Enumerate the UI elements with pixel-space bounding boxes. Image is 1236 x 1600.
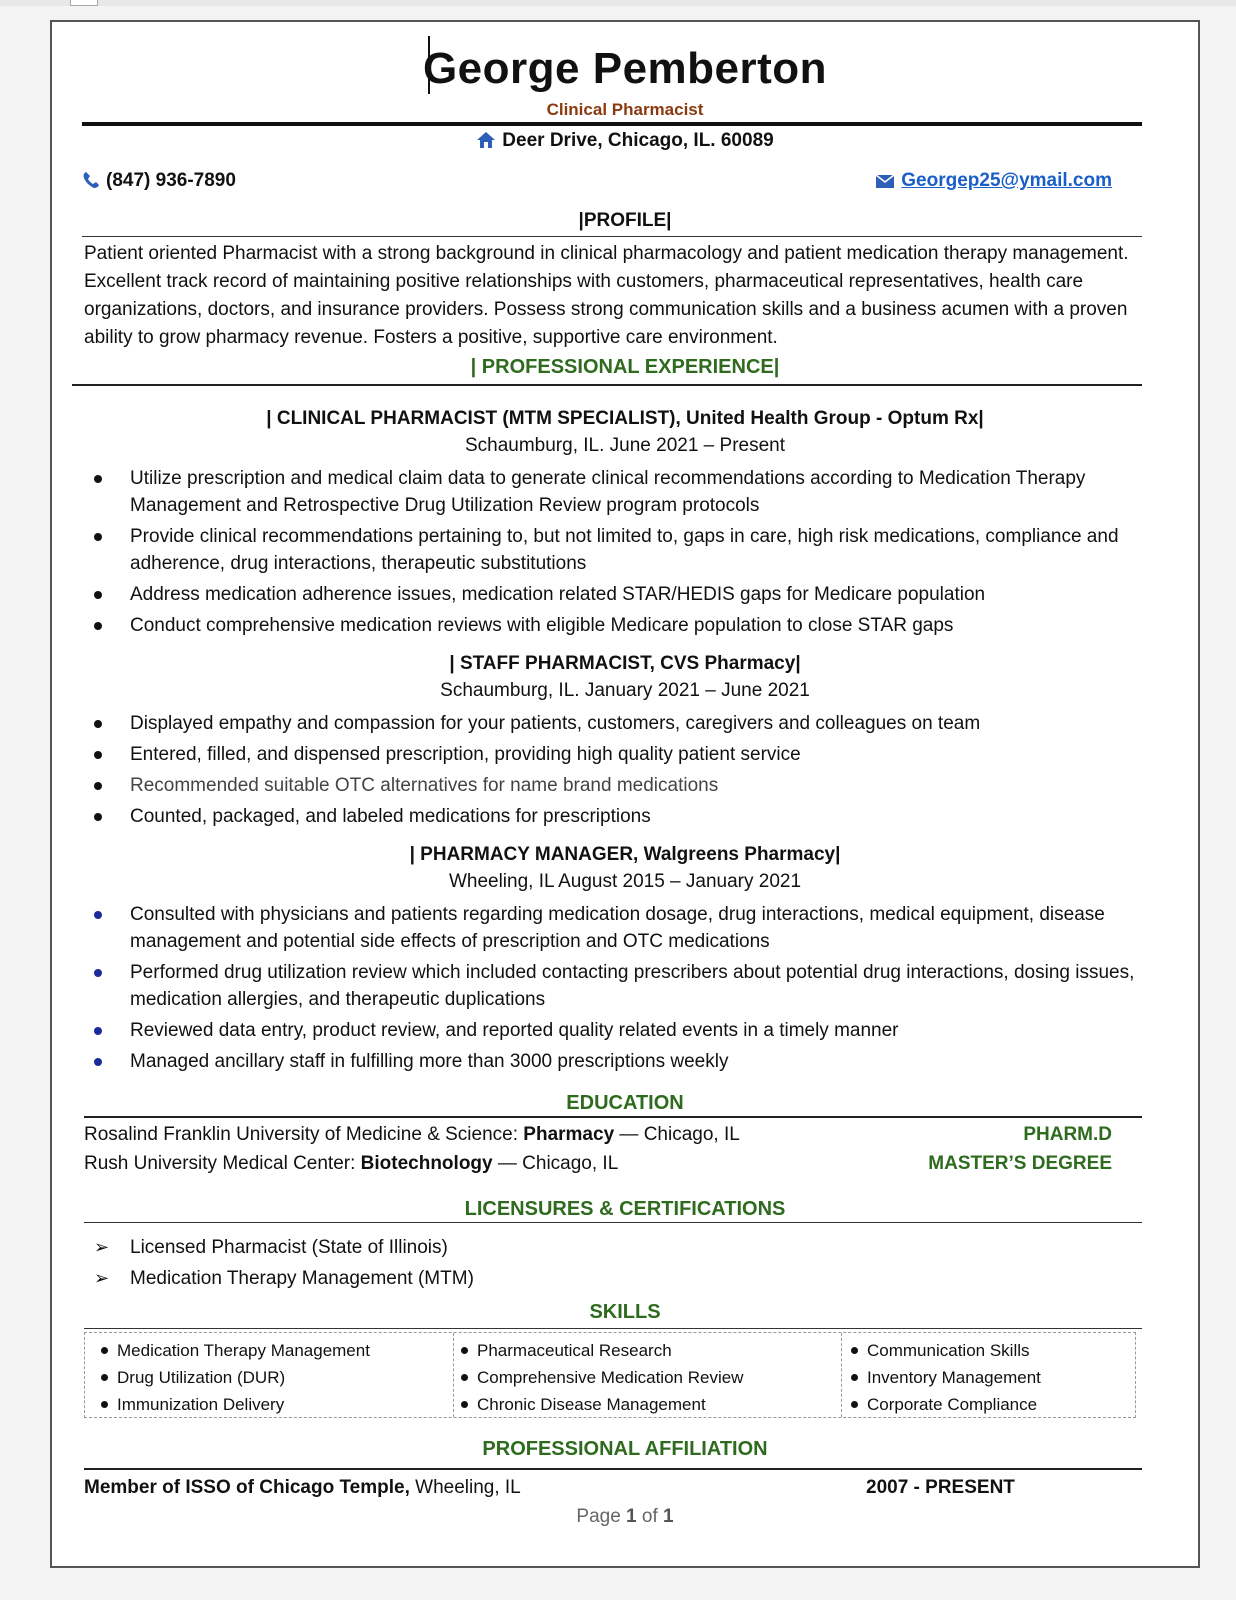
job-bullets [82, 465, 1162, 643]
phone-text: (847) 936-7890 [106, 170, 236, 191]
licensures-heading: LICENSURES & CERTIFICATIONS [464, 1198, 786, 1220]
arrow-bullet-icon: ➢ [94, 1268, 110, 1288]
job-location-dates: Schaumburg, IL. June 2021 – Present [464, 435, 786, 456]
email-line[interactable] [875, 170, 1112, 195]
resume-page [50, 20, 1200, 1568]
skill-item[interactable]: Chronic Disease Management [459, 1391, 743, 1418]
list-item[interactable]: Performed drug utilization review which included contacting prescribers about potential drug interactions, dosing issues, medication allergies, and therapeutic duplications [82, 959, 1162, 1013]
list-item[interactable]: Consulted with physicians and patients regarding medication dosage, drug interactions, medical equipment, disease management and potential side effects of prescription and OTC medications [82, 901, 1162, 955]
skill-item[interactable]: Medication Therapy Management [99, 1337, 370, 1364]
affiliation-dates: 2007 - PRESENT [866, 1477, 1015, 1498]
skill-item[interactable]: Drug Utilization (DUR) [99, 1364, 370, 1391]
phone-line[interactable] [82, 170, 236, 195]
window-top-strip [0, 0, 1236, 6]
bullet-dot [94, 720, 102, 728]
affiliation-entry[interactable]: Member of ISSO of Chicago Temple, Wheeling, IL [84, 1477, 521, 1498]
bullet-dot [94, 591, 102, 599]
phone-icon [82, 171, 100, 195]
bullet-dot [94, 533, 102, 541]
list-item[interactable]: Entered, filled, and dispensed prescription, providing high quality patient service [82, 741, 1162, 768]
degree-label: PHARM.D [1023, 1124, 1112, 1145]
page-number: Page 1 of 1 [576, 1506, 674, 1527]
list-item[interactable]: ➢ Medication Therapy Management (MTM) [82, 1263, 474, 1294]
column-divider [453, 1333, 454, 1417]
home-icon [476, 131, 496, 155]
skills-table [84, 1332, 1136, 1418]
list-item[interactable]: Reviewed data entry, product review, and reported quality related events in a timely manner [82, 1017, 1162, 1044]
bullet-dot [94, 622, 102, 630]
experience-heading: | PROFESSIONAL EXPERIENCE| [470, 356, 780, 378]
list-item[interactable]: Utilize prescription and medical claim data to generate clinical recommendations according to Medication Therapy Management and Retrospective Drug Utilization Review program protocols [82, 465, 1162, 519]
skill-item[interactable]: Communication Skills [849, 1337, 1041, 1364]
job-title[interactable]: | CLINICAL PHARMACIST (MTM SPECIALIST), United Health Group - Optum Rx| [266, 408, 984, 429]
arrow-bullet-icon: ➢ [94, 1237, 110, 1257]
education-heading: EDUCATION [566, 1092, 684, 1114]
skills-column [849, 1337, 1041, 1418]
column-divider [841, 1333, 842, 1417]
degree-label: MASTER’S DEGREE [928, 1153, 1112, 1174]
list-item[interactable]: Displayed empathy and compassion for your patients, customers, caregivers and colleagues on team [82, 710, 1162, 737]
licensures-divider [84, 1222, 1142, 1223]
licensure-list [82, 1232, 474, 1294]
ruler-tab [70, 0, 98, 6]
skills-column [99, 1337, 370, 1418]
profile-divider [82, 236, 1142, 237]
header-divider [82, 122, 1142, 126]
education-entry[interactable]: Rosalind Franklin University of Medicine & Science: Pharmacy — Chicago, IL [84, 1124, 740, 1145]
job-title[interactable]: | STAFF PHARMACIST, CVS Pharmacy| [449, 653, 801, 674]
bullet-dot [94, 782, 102, 790]
job-location-dates: Wheeling, IL August 2015 – January 2021 [448, 871, 802, 892]
bullet-dot [94, 751, 102, 759]
list-item[interactable]: Address medication adherence issues, medication related STAR/HEDIS gaps for Medicare population [82, 581, 1162, 608]
education-divider [84, 1116, 1142, 1118]
candidate-title[interactable]: Clinical Pharmacist [546, 100, 704, 119]
education-entry[interactable]: Rush University Medical Center: Biotechnology — Chicago, IL [84, 1153, 619, 1174]
affiliation-divider [84, 1468, 1142, 1470]
email-link[interactable]: Georgep25@ymail.com [901, 170, 1112, 191]
skill-item[interactable]: Immunization Delivery [99, 1391, 370, 1418]
skill-item[interactable]: Corporate Compliance [849, 1391, 1041, 1418]
skill-item[interactable]: Pharmaceutical Research [459, 1337, 743, 1364]
skill-item[interactable]: Comprehensive Medication Review [459, 1364, 743, 1391]
profile-heading: |PROFILE| [578, 210, 672, 231]
list-item[interactable]: Managed ancillary staff in fulfilling more than 3000 prescriptions weekly [82, 1048, 1162, 1075]
skills-heading: SKILLS [589, 1301, 661, 1323]
job-location-dates: Schaumburg, IL. January 2021 – June 2021 [440, 680, 810, 701]
job-title[interactable]: | PHARMACY MANAGER, Walgreens Pharmacy| [409, 844, 841, 865]
list-item[interactable]: ➢ Licensed Pharmacist (State of Illinois) [82, 1232, 474, 1263]
bullet-dot [94, 911, 102, 919]
bullet-dot [94, 969, 102, 977]
list-item[interactable]: Recommended suitable OTC alternatives for name brand medications [82, 772, 1162, 799]
bullet-dot [94, 1058, 102, 1066]
experience-divider [72, 384, 1142, 386]
bullet-dot [94, 1027, 102, 1035]
address-line[interactable] [52, 130, 1198, 155]
bullet-dot [94, 475, 102, 483]
candidate-name[interactable]: George Pemberton [422, 44, 828, 93]
address-text: Deer Drive, Chicago, IL. 60089 [502, 130, 774, 151]
list-item[interactable]: Conduct comprehensive medication reviews with eligible Medicare population to close STAR gaps [82, 612, 1162, 639]
list-item[interactable]: Counted, packaged, and labeled medications for prescriptions [82, 803, 1162, 830]
envelope-icon [875, 173, 895, 195]
skills-divider [84, 1328, 1142, 1329]
list-item[interactable]: Provide clinical recommendations pertaining to, but not limited to, gaps in care, high risk medications, compliance and adherence, drug interactions, therapeutic substitutions [82, 523, 1162, 577]
bullet-dot [94, 813, 102, 821]
profile-text[interactable]: Patient oriented Pharmacist with a strong background in clinical pharmacology and patient medication therapy management. Excellent track record of maintaining positive relationships with customers, pharmaceutical representatives, health care organizations, doctors, and insurance providers. Possess strong communication skills and a business acumen with a proven ability to grow pharmacy revenue. Fosters a positive, supportive care environment. [84, 243, 1129, 348]
job-bullets [82, 901, 1162, 1079]
skill-item[interactable]: Inventory Management [849, 1364, 1041, 1391]
job-bullets [82, 710, 1162, 834]
skills-column [459, 1337, 743, 1418]
affiliation-heading: PROFESSIONAL AFFILIATION [482, 1438, 768, 1460]
